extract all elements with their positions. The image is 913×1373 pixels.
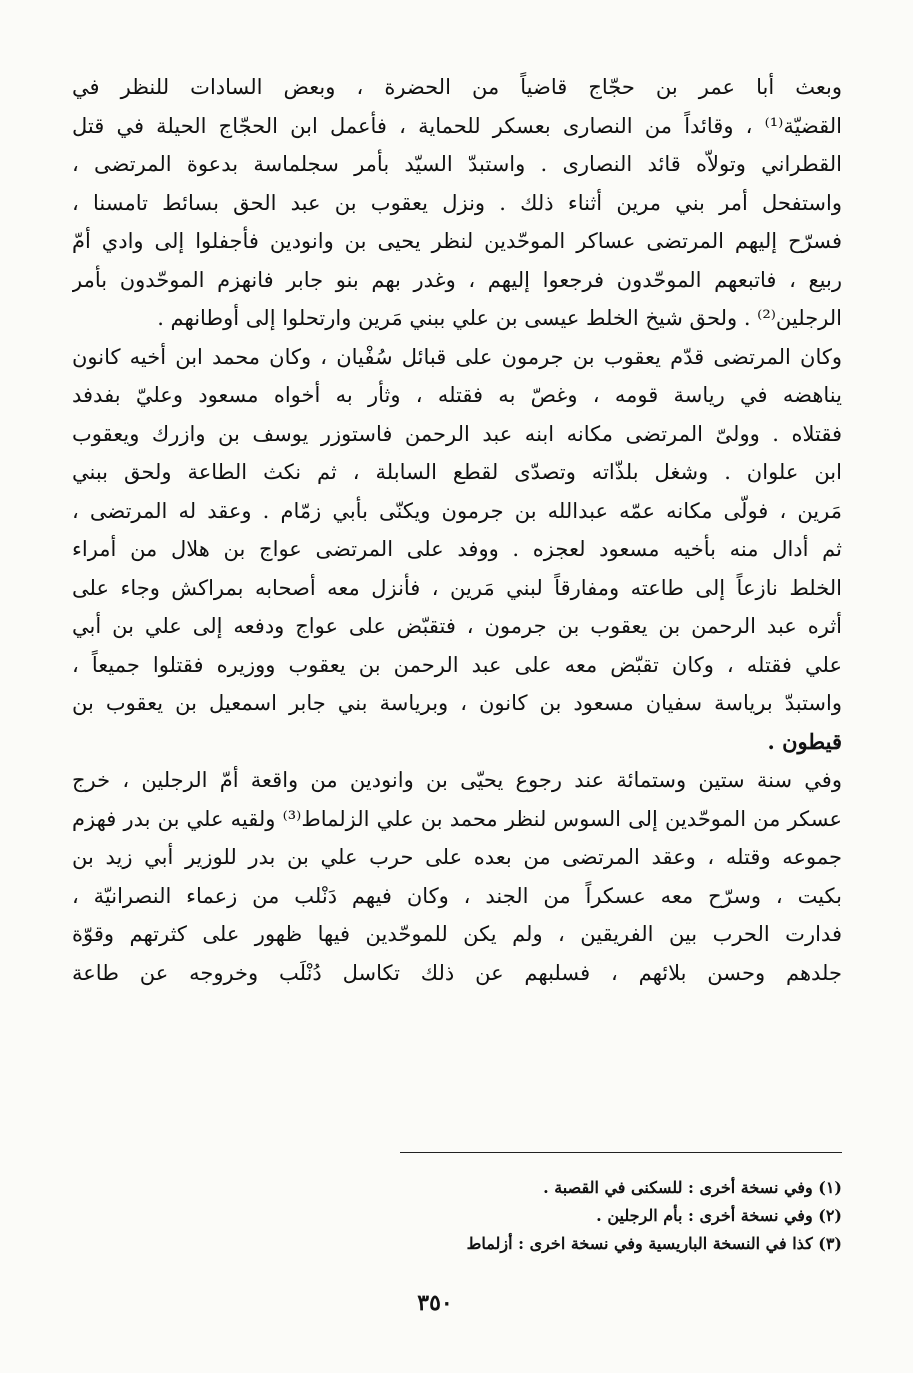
text-line: ثم أدال منه بأخيه مسعود لعجزه . ووفد على المرتضى عواج بن هلال من أمراء [72,537,842,561]
text-line: واستبدّ برياسة سفيان مسعود بن كانون ، وبرياسة بني جابر اسمعيل بن يعقوب بن [72,691,842,715]
text-line: جلدهم وحسن بلائهم ، فسلبهم عن ذلك تكاسل دُنْلَب وخروجه عن طاعة [72,960,842,985]
text-line: ربيع ، فاتبعهم الموحّدون فرجعوا إليهم ، وغدر بهم بنو جابر فانهزم الموحّدون بأمر [72,267,842,292]
text-line: فسرّح إليهم المرتضى عساكر الموحّدين لنظر يحيى بن وانودين فأجفلوا إلى وادي أمّ [72,229,842,253]
text-line: عسكر من الموحّدين إلى السوس لنظر محمد بن علي الزلماط⁽³⁾ ولقيه علي بن بدر فهزم [72,806,842,831]
text-line: وفي سنة ستين وستمائة عند رجوع يحيّى بن وانودين من واقعة أمّ الرجلين ، خرج [72,768,842,792]
text-line: بكيت ، وسرّح معه عسكراً من الجند ، وكان فيهم دَنْلب من زعماء النصرانيّة ، [72,883,842,908]
text-line: فقتلاه . وولىّ المرتضى مكانه ابنه عبد الرحمن فاستوزر يوسف بن وازرك ويعقوب [72,421,842,446]
text-line: واستفحل أمر بني مرين أثناء ذلك . ونزل يعقوب بن عبد الحق بسائط تامسنا ، [72,190,842,215]
text-line: الرجلين⁽²⁾ . ولحق شيخ الخلط عيسى بن علي ببني مَرين وارتحلوا إلى أوطانهم . [157,306,842,330]
footnote: (١) وفي نسخة أخرى : للسكنى في القصبة . [543,1178,842,1197]
text-line: يناهضه في رياسة قومه ، وغصّ به فقتله ، وثأر به أخواه مسعود وعليّ بفدفد [72,383,842,407]
text-line: قيطون . [767,728,842,754]
text-line: مَرين ، فولّى مكانه عمّه عبدالله بن جرمون ويكنّى بأبي زمّام . وعقد له المرتضى ، [72,498,842,523]
text-line: القطراني وتولاّه قائد النصارى . واستبدّ السيّد بأمر سجلماسة بدعوة المرتضى ، [72,152,842,176]
text-line: ابن علوان . وشغل بلذّاته وتصدّى لقطع السابلة ، ثم نكث الطاعة ولحق ببني [72,460,842,484]
text-line: القضيّة⁽¹⁾ ، وقائداً من النصارى بعسكر للحماية ، فأعمل ابن الحجّاج الحيلة في قتل [72,113,842,138]
text-line: أثره عبد الرحمن بن يعقوب بن جرمون ، فتقبّض على عواج ودفعه إلى علي بن أبي [72,614,842,638]
footnote: (٣) كذا في النسخة الباريسية وفي نسخة اخرى : أزلماط [466,1234,842,1253]
text-line: علي فقتله ، وكان تقبّض معه على عبد الرحمن بن يعقوب ووزيره فقتلوا جميعاً ، [72,652,842,677]
text-line: جموعه وقتله ، وعقد المرتضى من بعده على حرب علي بن بدر للوزير أبي زيد بن [72,845,842,869]
text-line: فدارت الحرب بين الفريقين ، ولم يكن للموحّدين فيها ظهور على كثرتهم وقوّة [72,922,842,946]
text-line: وبعث أبا عمر بن حجّاج قاضياً من الحضرة ، وبعض السادات للنظر في [72,75,842,99]
page-number: ٣٥٠ [417,1290,453,1316]
footnote-divider [400,1152,842,1153]
text-line: الخلط نازعاً إلى طاعته ومفارقاً لبني مَرين ، فأنزل معه أصحابه بمراكش وجاء على [72,575,842,600]
main-text [72,68,842,992]
footnote: (٢) وفي نسخة أخرى : بأم الرجلين . [596,1206,842,1225]
footnotes [300,1174,842,1258]
text-line: وكان المرتضى قدّم يعقوب بن جرمون على قبائل سُفْيان ، وكان محمد ابن أخيه كانون [72,344,842,369]
